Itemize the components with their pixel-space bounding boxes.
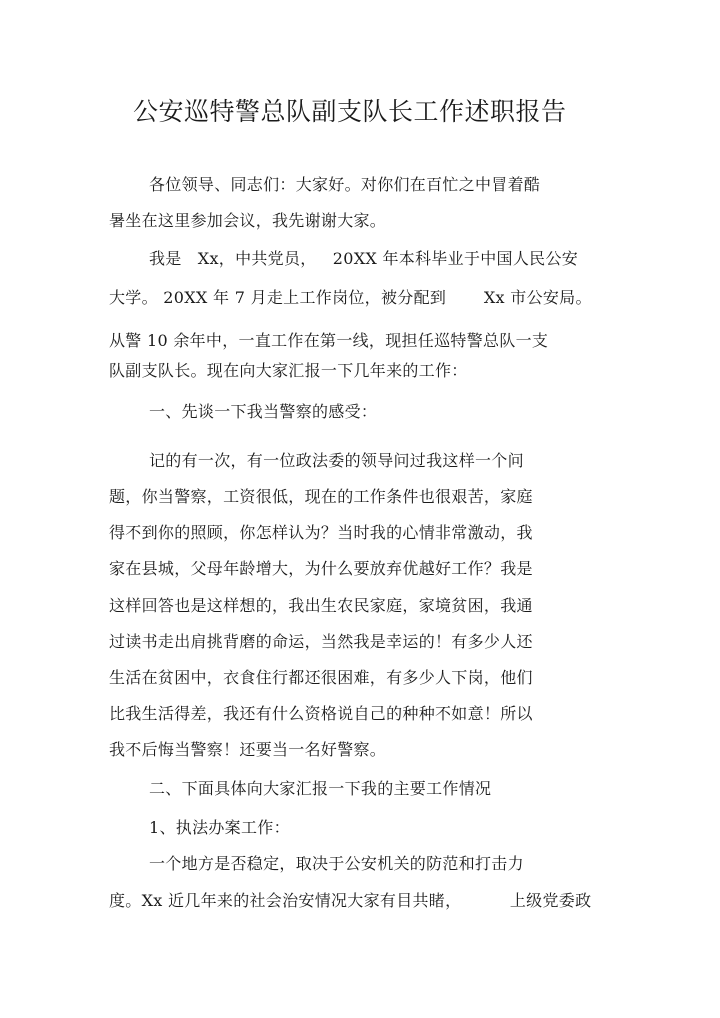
paragraph-line: 大学。 20XX 年 7 月走上工作岗位，被分配到 Xx 市公安局。 — [109, 288, 592, 307]
paragraph-line: 我是 Xx，中共党员， 20XX 年本科毕业于中国人民公安 — [149, 249, 579, 268]
paragraph-line: 生活在贫困中，衣食住行都还很困难，有多少人下岗，他们 — [109, 668, 533, 687]
paragraph-line: 家在县城，父母年龄增大，为什么要放弃优越好工作？我是 — [109, 559, 533, 578]
paragraph-line: 比我生活得差，我还有什么资格说自己的种种不如意！所以 — [109, 704, 533, 723]
paragraph-line: 记的有一次，有一位政法委的领导问过我这样一个问 — [149, 451, 524, 470]
paragraph-line: 我不后悔当警察！还要当一名好警察。 — [109, 740, 387, 759]
paragraph-line: 一个地方是否稳定，取决于公安机关的防范和打击力 — [149, 854, 524, 873]
paragraph-line: 队副支队长。现在向大家汇报一下几年来的工作： — [109, 361, 468, 380]
paragraph-line: 从警 10 余年中，一直工作在第一线，现担任巡特警总队一支 — [109, 331, 549, 350]
paragraph-line: 得不到你的照顾，你怎样认为？当时我的心情非常激动，我 — [109, 523, 533, 542]
section-heading: 二、下面具体向大家汇报一下我的主要工作情况 — [149, 779, 492, 798]
section-heading: 一、先谈一下我当警察的感受： — [149, 402, 378, 421]
paragraph-line: 过读书走出肩挑背磨的命运，当然我是幸运的！有多少人还 — [109, 632, 533, 651]
paragraph-line: 度。Xx 近几年来的社会治安情况大家有目共睹， 上级党委政 — [109, 891, 592, 910]
subsection-heading: 1、执法办案工作： — [149, 818, 290, 837]
document-title: 公安巡特警总队副支队长工作述职报告 — [133, 97, 567, 126]
paragraph-line: 这样回答也是这样想的，我出生农民家庭，家境贫困，我通 — [109, 596, 533, 615]
paragraph-line: 各位领导、同志们：大家好。对你们在百忙之中冒着酷 — [149, 175, 541, 194]
paragraph-line: 题，你当警察，工资很低，现在的工作条件也很艰苦，家庭 — [109, 487, 533, 506]
paragraph-line: 暑坐在这里参加会议，我先谢谢大家。 — [109, 211, 387, 230]
